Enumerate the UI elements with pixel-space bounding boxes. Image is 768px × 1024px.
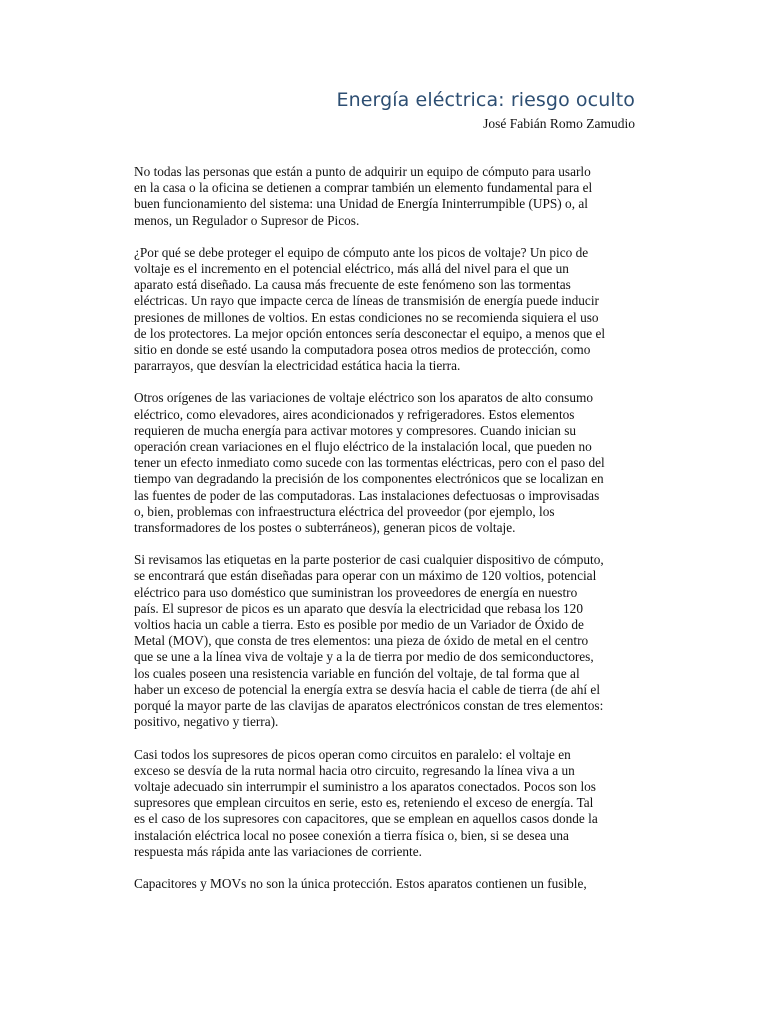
paragraph [134,552,638,730]
text-line: haber un exceso de potencial la energía extra se desvía hacia el cable de tierra (de ahí el [134,681,601,697]
paragraph [134,876,638,892]
text-line: Casi todos los supresores de picos operan como circuitos en paralelo: el voltaje en [134,746,571,762]
text-line: ¿Por qué se debe proteger el equipo de cómputo ante los picos de voltaje? Un pico de [134,244,589,260]
text-line: transformadores de los postes o subterráneos), generan picos de voltaje. [134,520,516,536]
text-line: eléctricas. Un rayo que impacte cerca de líneas de transmisión de energía puede inducir [134,293,599,309]
paragraph [134,747,638,860]
text-line: Si revisamos las etiquetas en la parte posterior de casi cualquier dispositivo de cómputo, [134,552,604,568]
text-line: buen funcionamiento del sistema: una Unidad de Energía Ininterrumpible (UPS) o, al [134,196,588,212]
text-line: pararrayos, que desvían la electricidad estática hacia la tierra. [134,358,461,374]
text-line: los cuales poseen una resistencia variable en función del voltaje, de tal forma que al [134,665,580,681]
text-line: porqué la mayor parte de las clavijas de aparatos electrónicos constan de tres elementos: [134,698,604,714]
document-title: Energía eléctrica: riesgo oculto [336,89,635,111]
text-line: sitio en donde se esté usando la computadora posea otros medios de protección, como [134,342,591,358]
text-line: que se une a la línea viva de voltaje y a la de tierra por medio de dos semiconductores, [134,649,594,665]
text-line: tener un efecto inmediato como sucede con las tormentas eléctricas, pero con el paso del [134,455,605,471]
paragraph [134,245,638,375]
text-line: las fuentes de poder de las computadoras. Las instalaciones defectuosas o improvisadas [134,487,600,503]
text-line: No todas las personas que están a punto de adquirir un equipo de cómputo para usarlo [134,164,591,179]
paragraph [134,390,638,536]
text-line: país. El supresor de picos es un aparato que desvía la electricidad que rebasa los 120 [134,600,583,616]
text-line: voltaje adecuado sin interrumpir el suministro a los aparatos conectados. Pocos son los [134,778,596,794]
text-line: tiempo van degradando la precisión de los componentes electrónicos que se localizan en [134,471,604,487]
text-line: requieren de mucha energía para activar motores y compresores. Cuando inician su [134,422,577,438]
text-line: Metal (MOV), que consta de tres elementos: una pieza de óxido de metal en el centro [134,633,589,649]
text-line: exceso se desvía de la ruta normal hacia otro circuito, regresando la línea viva a un [134,762,575,778]
text-line: presiones de millones de voltios. En estas condiciones no se recomienda siquiera el uso [134,309,599,325]
text-line: de los protectores. La mejor opción entonces sería desconectar el equipo, a menos que el [134,325,606,341]
text-line: voltios hacia un cable a tierra. Esto es posible por medio de un Variador de Óxido de [134,617,584,633]
text-line: eléctrico para uso doméstico que suministran los proveedores de energía en nuestro [134,584,578,600]
text-line: o, bien, problemas con infraestructura eléctrica del proveedor (por ejemplo, los [134,503,555,519]
text-line: positivo, negativo y tierra). [134,714,279,730]
text-line: instalación eléctrica local no posee conexión a tierra física o, bien, si se desea una [134,827,569,843]
text-line: se encontrará que están diseñadas para operar con un máximo de 120 voltios, potencial [134,568,597,584]
author-name: José Fabián Romo Zamudio [483,116,635,131]
text-line: voltaje es el incremento en el potencial eléctrico, más allá del nivel para el que un [134,261,569,277]
text-line: aparato está diseñado. La causa más frecuente de este fenómeno son las tormentas [134,277,571,293]
text-line: operación crean variaciones en el flujo eléctrico de la instalación local, que pueden no [134,439,592,455]
paragraph [134,164,638,229]
text-line: respuesta más rápida ante las variaciones de corriente. [134,843,422,859]
text-line: eléctrico, como elevadores, aires acondicionados y refrigeradores. Estos elementos [134,406,575,422]
text-line: en la casa o la oficina se detienen a comprar también un elemento fundamental para el [134,180,593,196]
text-line: es el caso de los supresores con capacitores, que se emplean en aquellos casos donde la [134,811,598,827]
text-line: supresores que emplean circuitos en serie, esto es, reteniendo el exceso de energía. Tal [134,795,594,811]
text-line: Otros orígenes de las variaciones de voltaje eléctrico son los aparatos de alto consumo [134,390,593,406]
text-line: menos, un Regulador o Supresor de Picos. [134,212,360,228]
document-body [134,164,638,908]
text-line: Capacitores y MOVs no son la única protección. Estos aparatos contienen un fusible, [134,875,587,891]
